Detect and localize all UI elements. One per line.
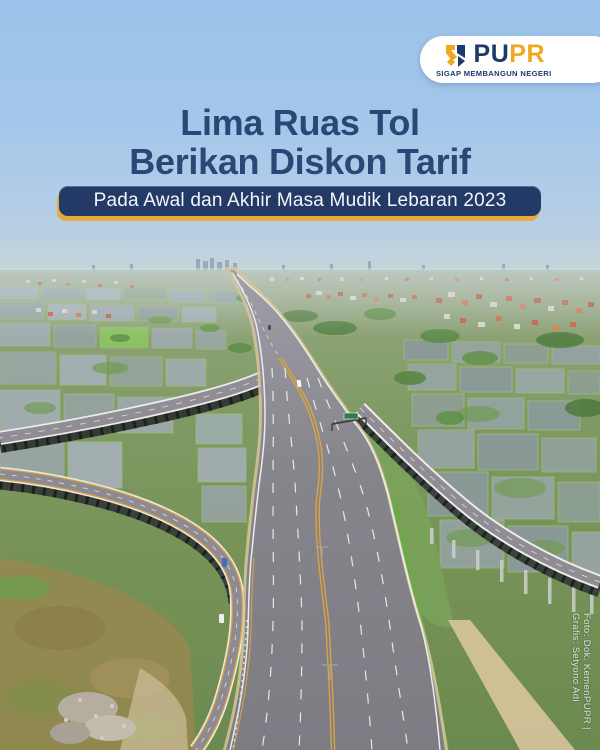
- brand-tagline: SIGAP MEMBANGUN NEGERI: [436, 68, 552, 78]
- vehicle-on-ramp: [219, 614, 224, 623]
- brand-word-pu: PU: [473, 40, 510, 69]
- aerial-photo: [0, 228, 600, 750]
- aerial-photo-svg: [0, 228, 600, 750]
- distance-haze: [0, 268, 600, 338]
- subtitle-banner-text: Pada Awal dan Akhir Masa Mudik Lebaran 2023: [93, 190, 507, 211]
- vehicle-distant: [268, 325, 271, 330]
- page-title: [0, 103, 600, 181]
- blue-truck: [222, 558, 227, 567]
- brand-wordmark: [474, 42, 545, 67]
- title-line-1: Lima Ruas Tol: [180, 102, 420, 143]
- title-line-2: Berikan Diskon Tarif: [129, 141, 471, 182]
- brand-word-pr: PR: [509, 40, 546, 69]
- pupr-logo-badge: [420, 36, 600, 83]
- pupr-emblem-icon: [443, 42, 469, 68]
- photo-credit: Foto: Dok. KemenPUPR | Grafis: Setyono Adi: [570, 613, 592, 730]
- subtitle-banner: [59, 186, 541, 216]
